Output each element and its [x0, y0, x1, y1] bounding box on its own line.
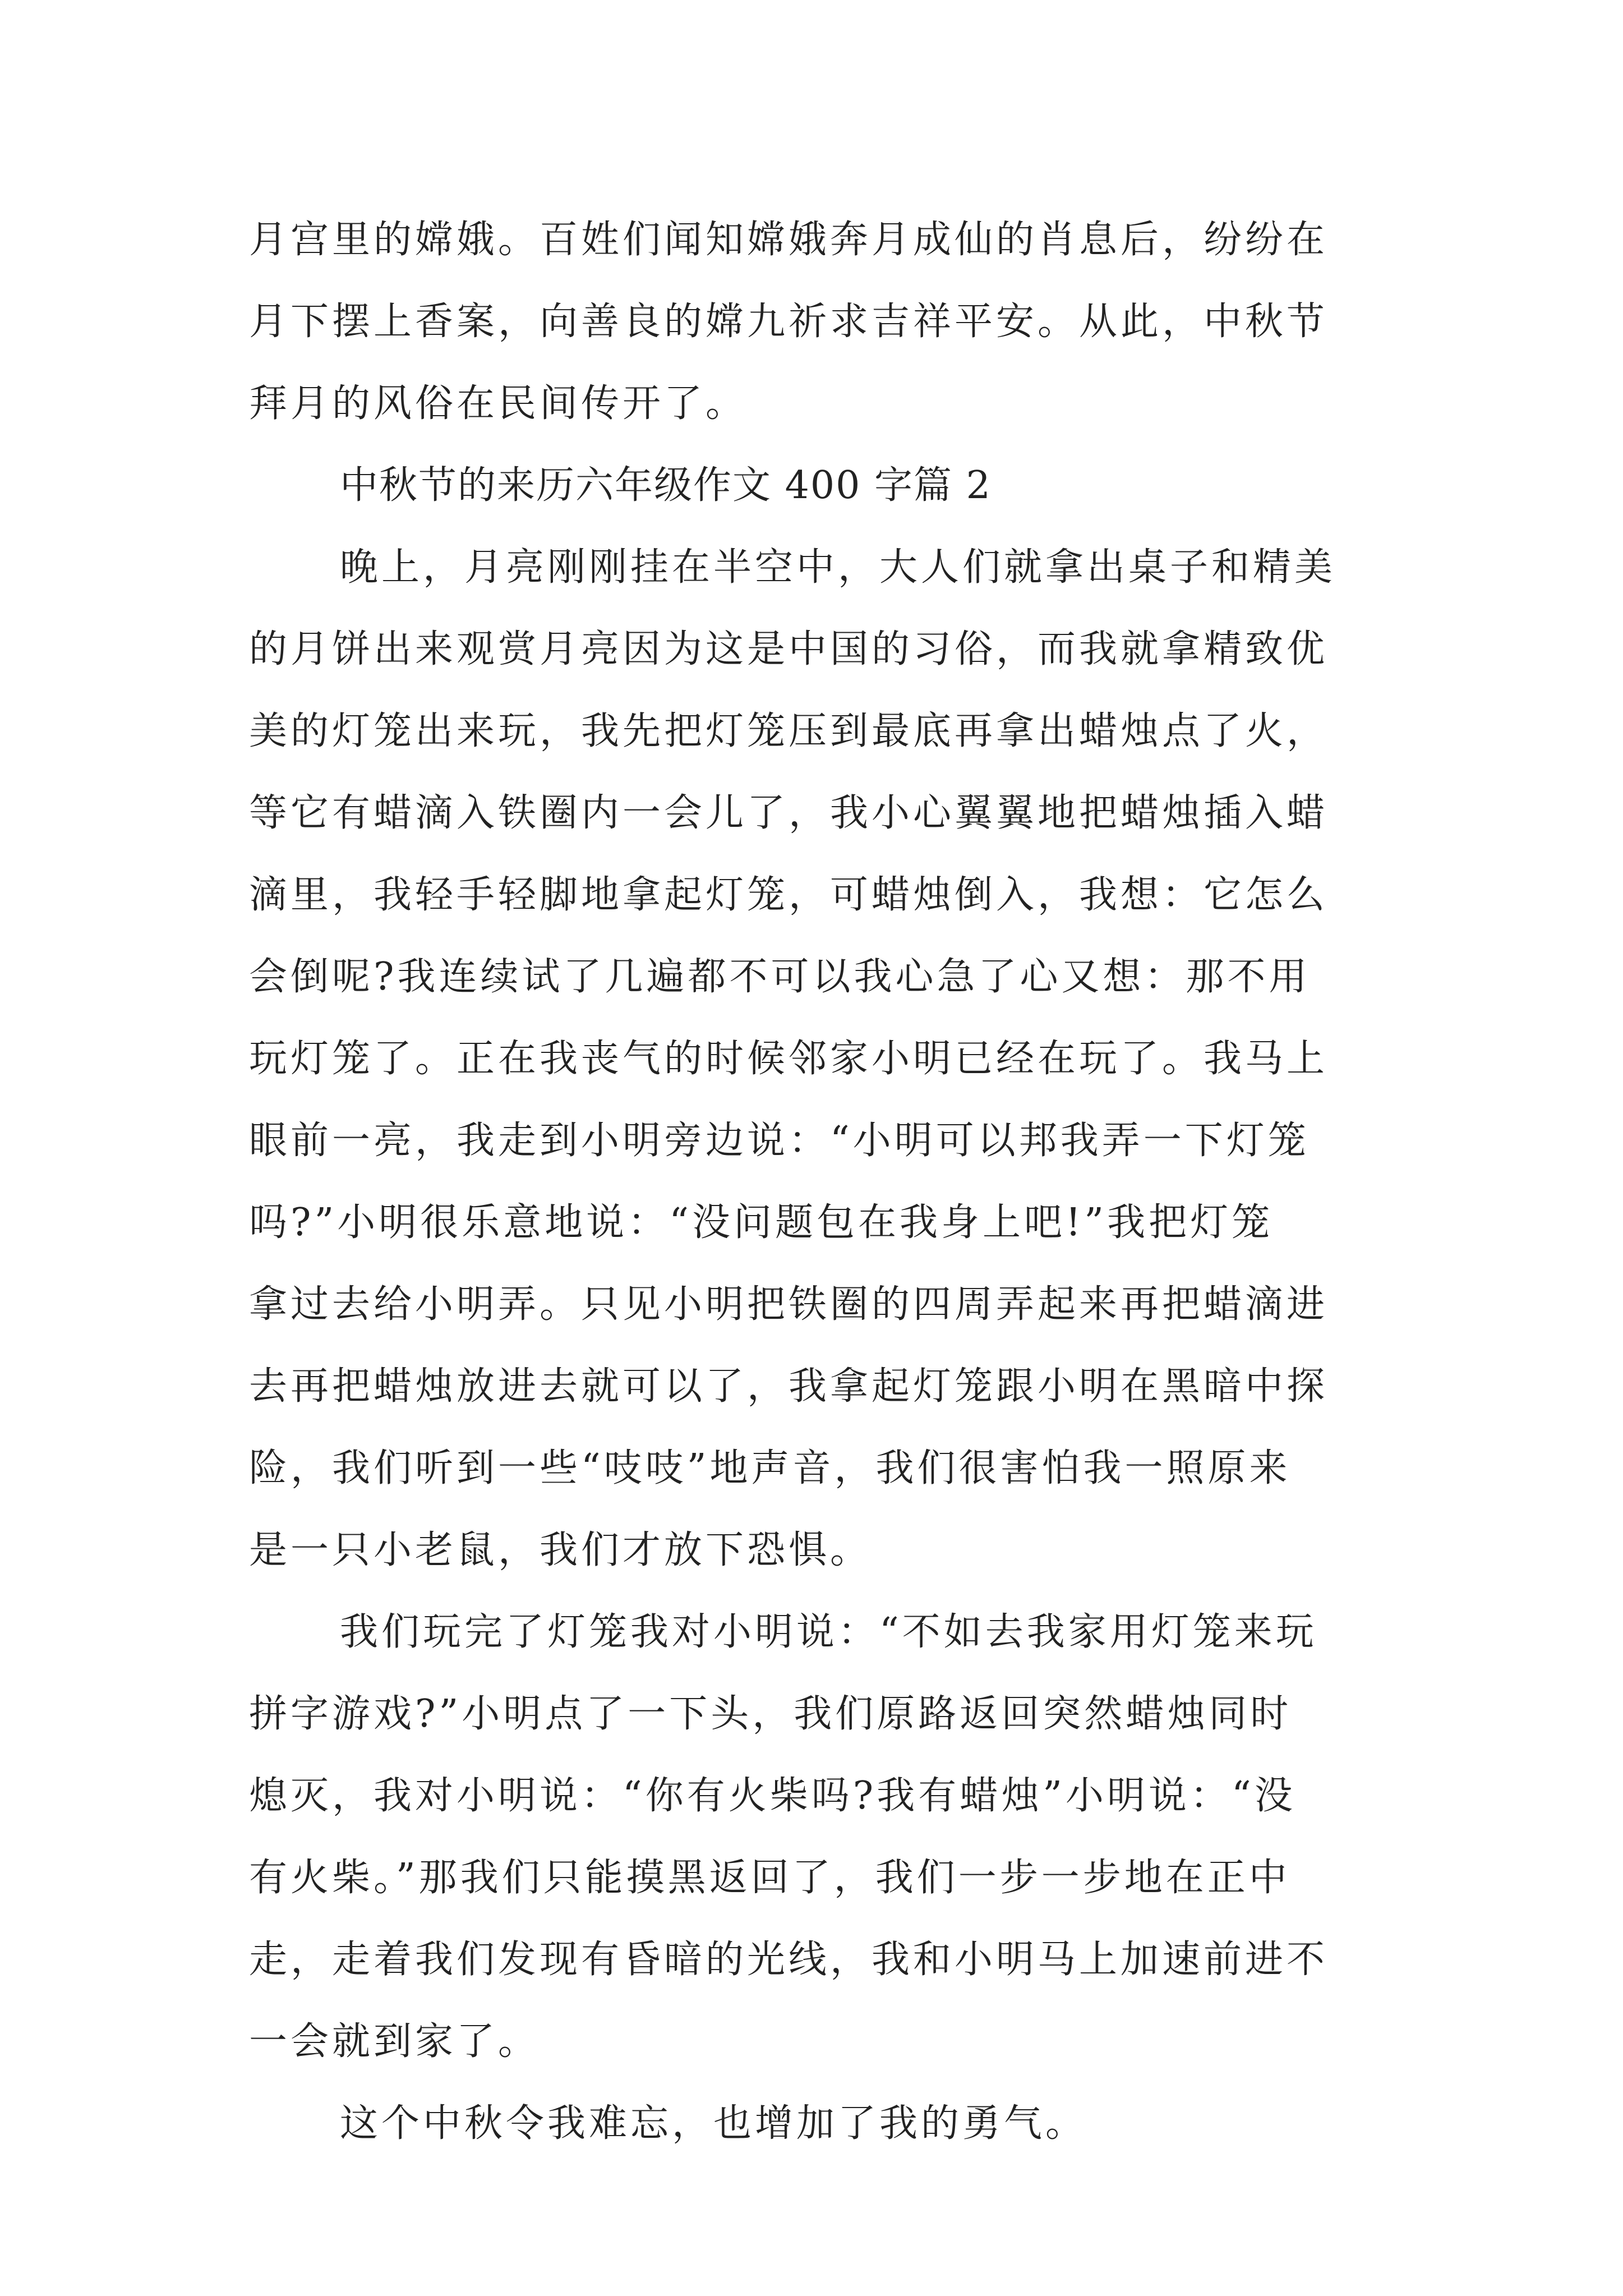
text-line: 眼前一亮，我走到小明旁边说：“小明可以邦我弄一下灯笼	[249, 1119, 1310, 1163]
text-line: 我们玩完了灯笼我对小明说：“不如去我家用灯笼来玩	[340, 1610, 1317, 1654]
text-line: 去再把蜡烛放进去就可以了，我拿起灯笼跟小明在黑暗中探	[249, 1364, 1329, 1409]
text-line: 一会就到家了。	[249, 2019, 540, 2064]
text-line: 吗?”小明很乐意地说：“没问题包在我身上吧!”我把灯笼	[249, 1200, 1274, 1245]
section-heading: 中秋节的来历六年级作文 400 字篇 2	[340, 463, 992, 508]
text-line: 走，走着我们发现有昏暗的光线，我和小明马上加速前进不	[249, 1938, 1329, 1982]
text-line: 玩灯笼了。正在我丧气的时候邻家小明已经在玩了。我马上	[249, 1037, 1329, 1081]
text-line: 拼字游戏?”小明点了一下头，我们原路返回突然蜡烛同时	[249, 1692, 1292, 1736]
text-line: 等它有蜡滴入铁圈内一会儿了，我小心翼翼地把蜡烛插入蜡	[249, 791, 1329, 835]
text-line: 会倒呢?我连续试了几遍都不可以我心急了心又想：那不用	[249, 955, 1311, 999]
text-line: 这个中秋令我难忘，也增加了我的勇气。	[340, 2101, 1087, 2146]
text-line: 美的灯笼出来玩，我先把灯笼压到最底再拿出蜡烛点了火，	[249, 709, 1329, 753]
text-line: 晚上，月亮刚刚挂在半空中，大人们就拿出桌子和精美	[340, 545, 1336, 590]
text-line: 滴里，我轻手轻脚地拿起灯笼，可蜡烛倒入，我想：它怎么	[249, 873, 1329, 917]
text-line: 熄灭，我对小明说：“你有火柴吗?我有蜡烛”小明说：“没	[249, 1774, 1296, 1818]
text-line: 拜月的风俗在民间传开了。	[249, 381, 748, 426]
text-line: 月下摆上香案，向善良的嫦九祈求吉祥平安。从此，中秋节	[249, 300, 1329, 344]
essay-body	[249, 199, 1382, 2165]
text-line: 是一只小老鼠，我们才放下恐惧。	[249, 1528, 872, 1572]
text-line: 有火柴。”那我们只能摸黑返回了，我们一步一步地在正中	[249, 1856, 1290, 1900]
text-line: 拿过去给小明弄。只见小明把铁圈的四周弄起来再把蜡滴进	[249, 1282, 1329, 1327]
text-line: 的月饼出来观赏月亮因为这是中国的习俗，而我就拿精致优	[249, 627, 1329, 671]
text-line: 月宫里的嫦娥。百姓们闻知嫦娥奔月成仙的肖息后，纷纷在	[249, 218, 1329, 262]
text-line: 险，我们听到一些“吱吱”地声音，我们很害怕我一照原来	[249, 1446, 1291, 1490]
